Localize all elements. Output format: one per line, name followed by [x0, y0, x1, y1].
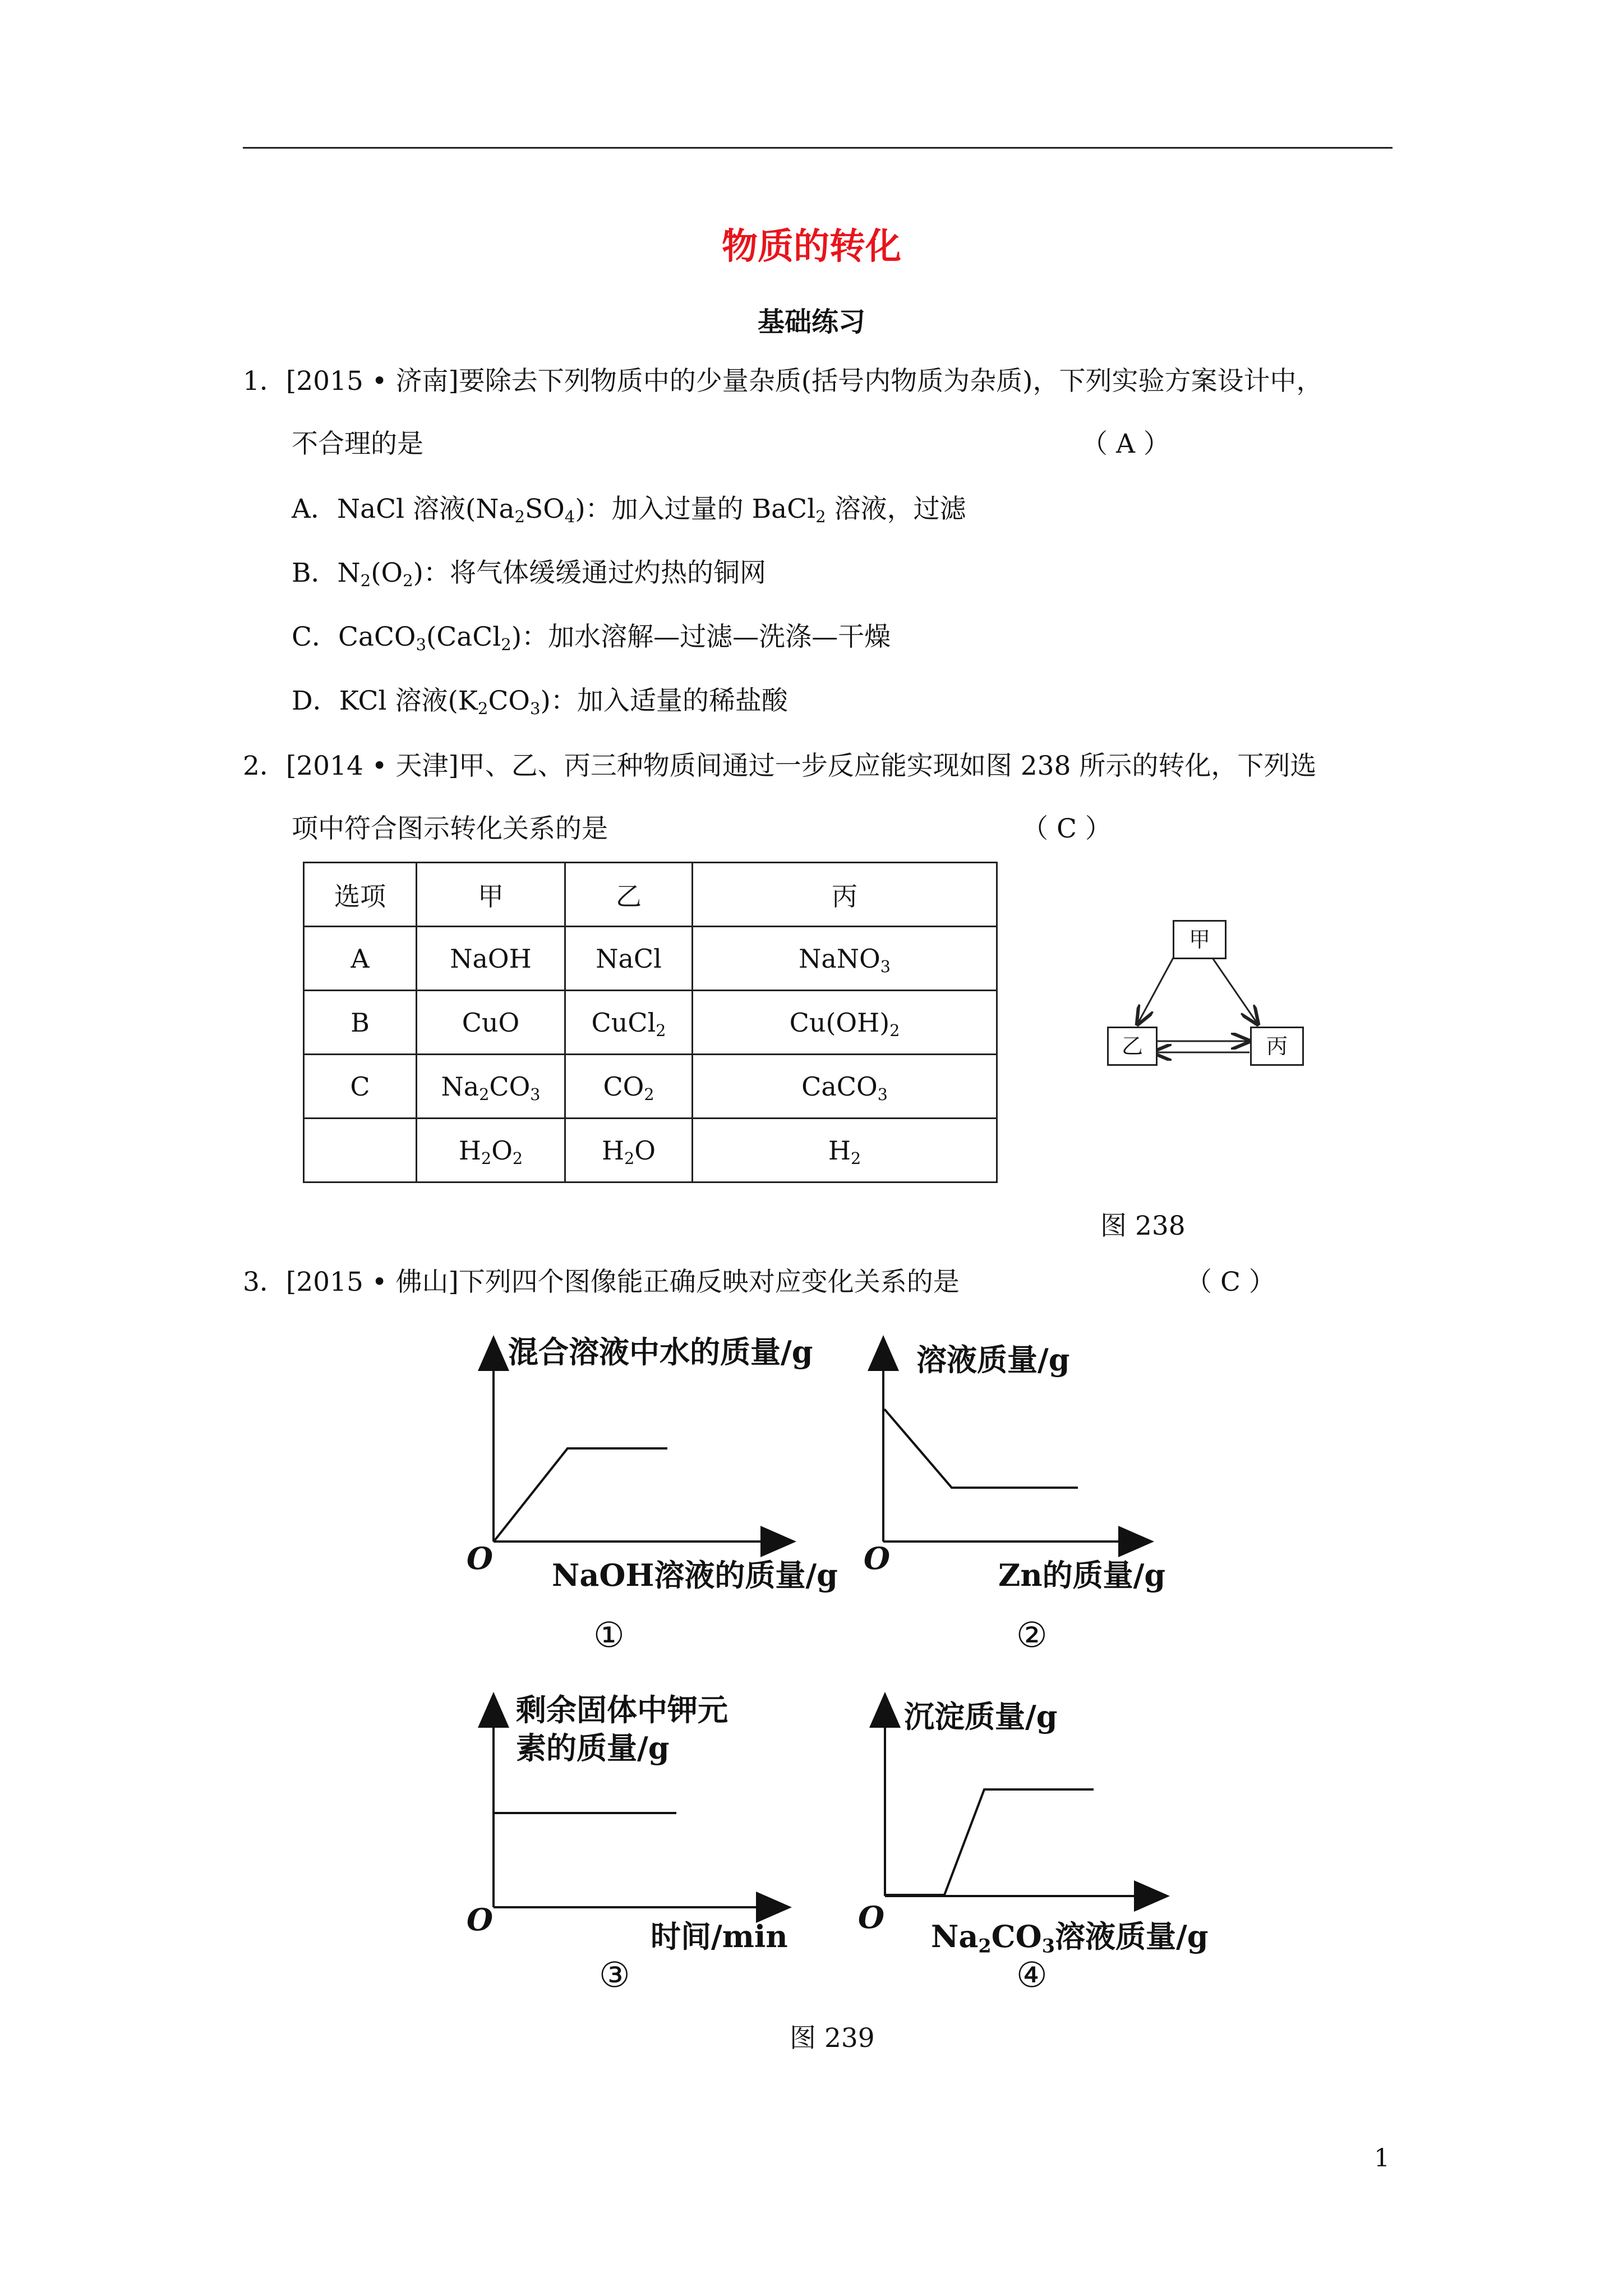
- cell-bing: CaCO$_3$: [693, 1055, 997, 1119]
- q3-answer: （ C ）: [1186, 1267, 1275, 1297]
- cell-bing: $Cu(OH)_2$: [693, 991, 997, 1055]
- header-rule: [243, 147, 1393, 149]
- cell-option: A: [304, 927, 417, 991]
- q2-stem-line1: 2．[2014 • 天津]甲、乙、丙三种物质间通过一步反应能实现如图 238 所示的转化，下列选: [243, 751, 1317, 781]
- q2-stem-line2: 项中符合图示转化关系的是: [292, 813, 608, 844]
- graph-3-ylabel-line2: 素的质量/g: [516, 1730, 670, 1766]
- node-bing: 丙: [1250, 1027, 1304, 1066]
- cell-option: B: [304, 991, 417, 1055]
- graph-4-line: [885, 1789, 1094, 1895]
- cell-bing: NaNO$_3$: [693, 927, 997, 991]
- header-option: 选项: [304, 863, 417, 927]
- cell-yi: NaCl: [565, 927, 693, 991]
- cell-yi: $H_2O$: [565, 1119, 693, 1182]
- cell-bing: $H_2$: [693, 1119, 997, 1182]
- q1-answer: （ A ）: [1081, 429, 1170, 459]
- cell-jia: $H_2O_2$: [417, 1119, 565, 1182]
- header-bing: 丙: [693, 863, 997, 927]
- q1-option-d: D．KCl 溶液$(K_2CO_3)$：加入适量的稀盐酸: [292, 685, 788, 719]
- q1-option-c: C．CaCO$_3$(CaCl$_2$)：加水溶解—过滤—洗涤—干燥: [292, 622, 891, 655]
- graph-3-xlabel: 时间/min: [651, 1918, 788, 1954]
- header-jia: 甲: [417, 863, 565, 927]
- graph-2-ylabel: 溶液质量/g: [916, 1342, 1070, 1378]
- q2-options-table: [303, 862, 998, 1183]
- q1-stem-line2: 不合理的是: [292, 429, 423, 459]
- q2-answer: （ C ）: [1022, 813, 1112, 844]
- cell-jia: NaOH: [417, 927, 565, 991]
- graph-1-xlabel: NaOH溶液的质量/g: [552, 1557, 838, 1593]
- q1-option-b: B．$N_2(O_2)$：将气体缓缓通过灼热的铜网: [292, 558, 766, 591]
- table-row: [304, 927, 997, 991]
- graph-3-ylabel-line1: 剩余固体中钾元: [516, 1692, 728, 1728]
- graph-4-origin: O: [858, 1899, 885, 1935]
- graph-2-line: [884, 1409, 1078, 1488]
- graph-3-number: ③: [599, 1954, 630, 1995]
- cell-option: [304, 1119, 417, 1182]
- node-jia: 甲: [1173, 920, 1227, 959]
- graph-1-line: [495, 1448, 667, 1540]
- table-header-row: [304, 863, 997, 927]
- q1-option-a: A．NaCl 溶液$(Na_2SO_4)$：加入过量的 BaCl$_2$ 溶液，过滤: [292, 494, 966, 527]
- header-yi: 乙: [565, 863, 693, 927]
- graph-4-ylabel: 沉淀质量/g: [904, 1699, 1058, 1734]
- figure-239-label: 图 239: [790, 2023, 875, 2054]
- graph-1-number: ①: [593, 1614, 625, 1655]
- arrow-jia-to-bing: [1210, 955, 1258, 1024]
- section-heading: 基础练习: [757, 306, 865, 338]
- graph-1-ylabel: 混合溶液中水的质量/g: [508, 1334, 813, 1370]
- page-title: 物质的转化: [722, 226, 901, 268]
- node-yi: 乙: [1107, 1027, 1158, 1066]
- graph-4-xlabel: $Na_2CO_3$溶液质量/g: [931, 1918, 1209, 1957]
- cell-jia: CuO: [417, 991, 565, 1055]
- graph-4-number: ④: [1016, 1954, 1048, 1995]
- cell-option: C: [304, 1055, 417, 1119]
- q3-stem: 3．[2015 • 佛山]下列四个图像能正确反映对应变化关系的是: [243, 1267, 960, 1297]
- cell-jia: $Na_2CO_3$: [417, 1055, 565, 1119]
- page-number: 1: [1374, 2144, 1390, 2173]
- graph-2-origin: O: [864, 1540, 891, 1576]
- graph-1-origin: O: [467, 1540, 494, 1576]
- cell-yi: $CO_2$: [565, 1055, 693, 1119]
- table-row: [304, 991, 997, 1055]
- table-row: [304, 1055, 997, 1119]
- figure-238-label: 图 238: [1100, 1211, 1186, 1241]
- arrow-jia-to-yi: [1137, 955, 1175, 1024]
- cell-yi: CuCl$_2$: [565, 991, 693, 1055]
- q1-stem-line1: 1．[2015 • 济南]要除去下列物质中的少量杂质(括号内物质为杂质)，下列实验方案设计中，: [243, 366, 1323, 397]
- table-row: [304, 1119, 997, 1182]
- graph-2-xlabel: Zn的质量/g: [998, 1557, 1166, 1593]
- graph-3-origin: O: [467, 1902, 494, 1938]
- graph-2-number: ②: [1016, 1614, 1048, 1655]
